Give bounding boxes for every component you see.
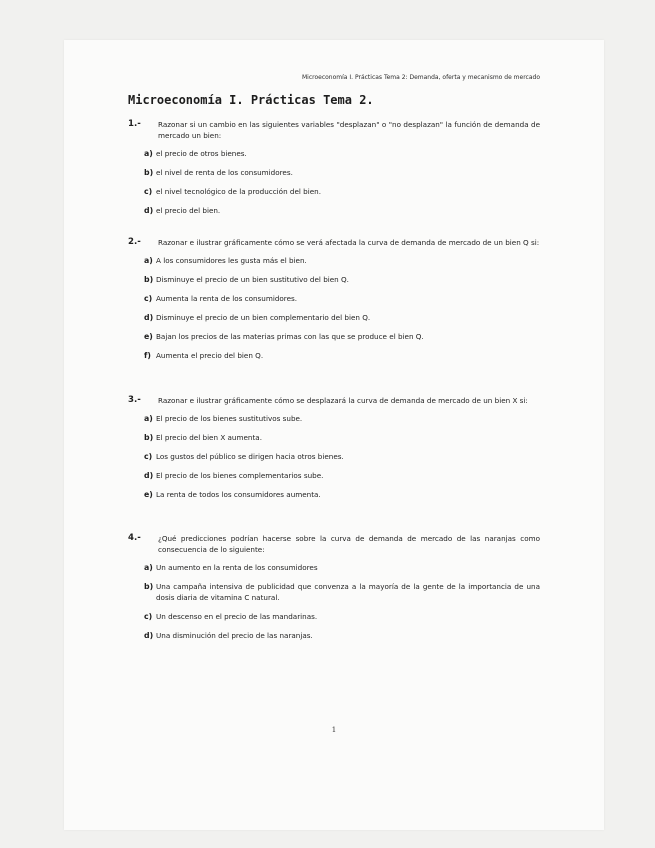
list-item xyxy=(144,350,540,361)
option-text: Disminuye el precio de un bien sustitutivo del bien Q. xyxy=(156,275,349,284)
option-text: Aumenta el precio del bien Q. xyxy=(156,351,264,360)
option-text: El precio de los bienes sustitutivos sube. xyxy=(156,414,303,423)
option-letter: a) xyxy=(144,563,153,572)
page-title: Microeconomía I. Prácticas Tema 2. xyxy=(128,93,374,107)
list-item xyxy=(144,432,540,443)
option-text: Una disminución del precio de las naranjas. xyxy=(156,631,313,640)
option-letter: c) xyxy=(144,187,153,196)
option-text: Aumenta la renta de los consumidores. xyxy=(156,294,298,303)
question-heading xyxy=(128,533,540,555)
question-heading xyxy=(128,395,540,406)
option-text: el nivel tecnológico de la producción del bien. xyxy=(156,187,321,196)
option-letter: d) xyxy=(144,631,154,640)
option-text: Bajan los precios de las materias primas con las que se produce el bien Q. xyxy=(156,332,424,341)
option-text: Los gustos del público se dirigen hacia otros bienes. xyxy=(156,452,344,461)
option-text: Disminuye el precio de un bien complementario del bien Q. xyxy=(156,313,371,322)
option-letter: a) xyxy=(144,414,153,423)
option-letter: a) xyxy=(144,149,153,158)
question-heading xyxy=(128,237,540,248)
option-text: el nivel de renta de los consumidores. xyxy=(156,168,293,177)
list-item xyxy=(144,470,540,481)
option-text: el precio del bien. xyxy=(156,206,221,215)
option-text: El precio de los bienes complementarios sube. xyxy=(156,471,324,480)
question-3 xyxy=(128,395,540,508)
question-number: 4.- xyxy=(128,533,141,543)
option-list xyxy=(128,562,540,641)
running-header: Microeconomía I. Prácticas Tema 2: Demanda, oferta y mecanismo de mercado xyxy=(302,74,540,81)
question-text: Razonar si un cambio en las siguientes variables "desplazan" o "no desplazan" la función de demanda de mercado un bien: xyxy=(158,120,540,140)
question-text: Razonar e ilustrar gráficamente cómo se verá afectada la curva de demanda de mercado de un bien Q si: xyxy=(158,238,540,247)
list-item xyxy=(144,167,540,178)
option-letter: e) xyxy=(144,332,153,341)
option-text: Una campaña intensiva de publicidad que convenza a la mayoría de la gente de la importancia de una dosis diaria de vitamina C natural. xyxy=(156,582,540,602)
list-item xyxy=(144,274,540,285)
option-letter: b) xyxy=(144,168,154,177)
list-item xyxy=(144,331,540,342)
option-letter: b) xyxy=(144,582,154,591)
option-letter: d) xyxy=(144,471,154,480)
list-item xyxy=(144,489,540,500)
list-item xyxy=(144,255,540,266)
document-page xyxy=(64,40,604,830)
option-list xyxy=(128,255,540,361)
list-item xyxy=(144,148,540,159)
question-text: ¿Qué predicciones podrían hacerse sobre la curva de demanda de mercado de las naranjas como consecuencia de lo siguiente: xyxy=(158,534,540,554)
list-item xyxy=(144,312,540,323)
question-1 xyxy=(128,119,540,224)
option-text: el precio de otros bienes. xyxy=(156,149,247,158)
option-list xyxy=(128,148,540,216)
option-letter: a) xyxy=(144,256,153,265)
option-letter: d) xyxy=(144,313,154,322)
list-item xyxy=(144,205,540,216)
option-text: La renta de todos los consumidores aumenta. xyxy=(156,490,321,499)
option-text: A los consumidores les gusta más el bien. xyxy=(156,256,307,265)
question-text: Razonar e ilustrar gráficamente cómo se desplazará la curva de demanda de mercado de un bien X si: xyxy=(158,396,528,405)
list-item xyxy=(144,581,540,603)
list-item xyxy=(144,293,540,304)
option-text: El precio del bien X aumenta. xyxy=(156,433,262,442)
option-letter: b) xyxy=(144,433,154,442)
list-item xyxy=(144,630,540,641)
option-letter: c) xyxy=(144,452,153,461)
option-letter: b) xyxy=(144,275,154,284)
question-2 xyxy=(128,237,540,369)
option-letter: f) xyxy=(144,351,151,360)
list-item xyxy=(144,186,540,197)
question-number: 3.- xyxy=(128,395,141,405)
list-item xyxy=(144,562,540,573)
option-text: Un descenso en el precio de las mandarinas. xyxy=(156,612,318,621)
question-heading xyxy=(128,119,540,141)
question-number: 2.- xyxy=(128,237,141,247)
list-item xyxy=(144,611,540,622)
option-letter: c) xyxy=(144,612,153,621)
option-letter: c) xyxy=(144,294,153,303)
option-letter: d) xyxy=(144,206,154,215)
list-item xyxy=(144,451,540,462)
list-item xyxy=(144,413,540,424)
option-text: Un aumento en la renta de los consumidores xyxy=(156,563,318,572)
question-number: 1.- xyxy=(128,119,141,129)
option-list xyxy=(128,413,540,500)
page-number: 1 xyxy=(331,726,337,734)
question-4 xyxy=(128,533,540,649)
option-letter: e) xyxy=(144,490,153,499)
